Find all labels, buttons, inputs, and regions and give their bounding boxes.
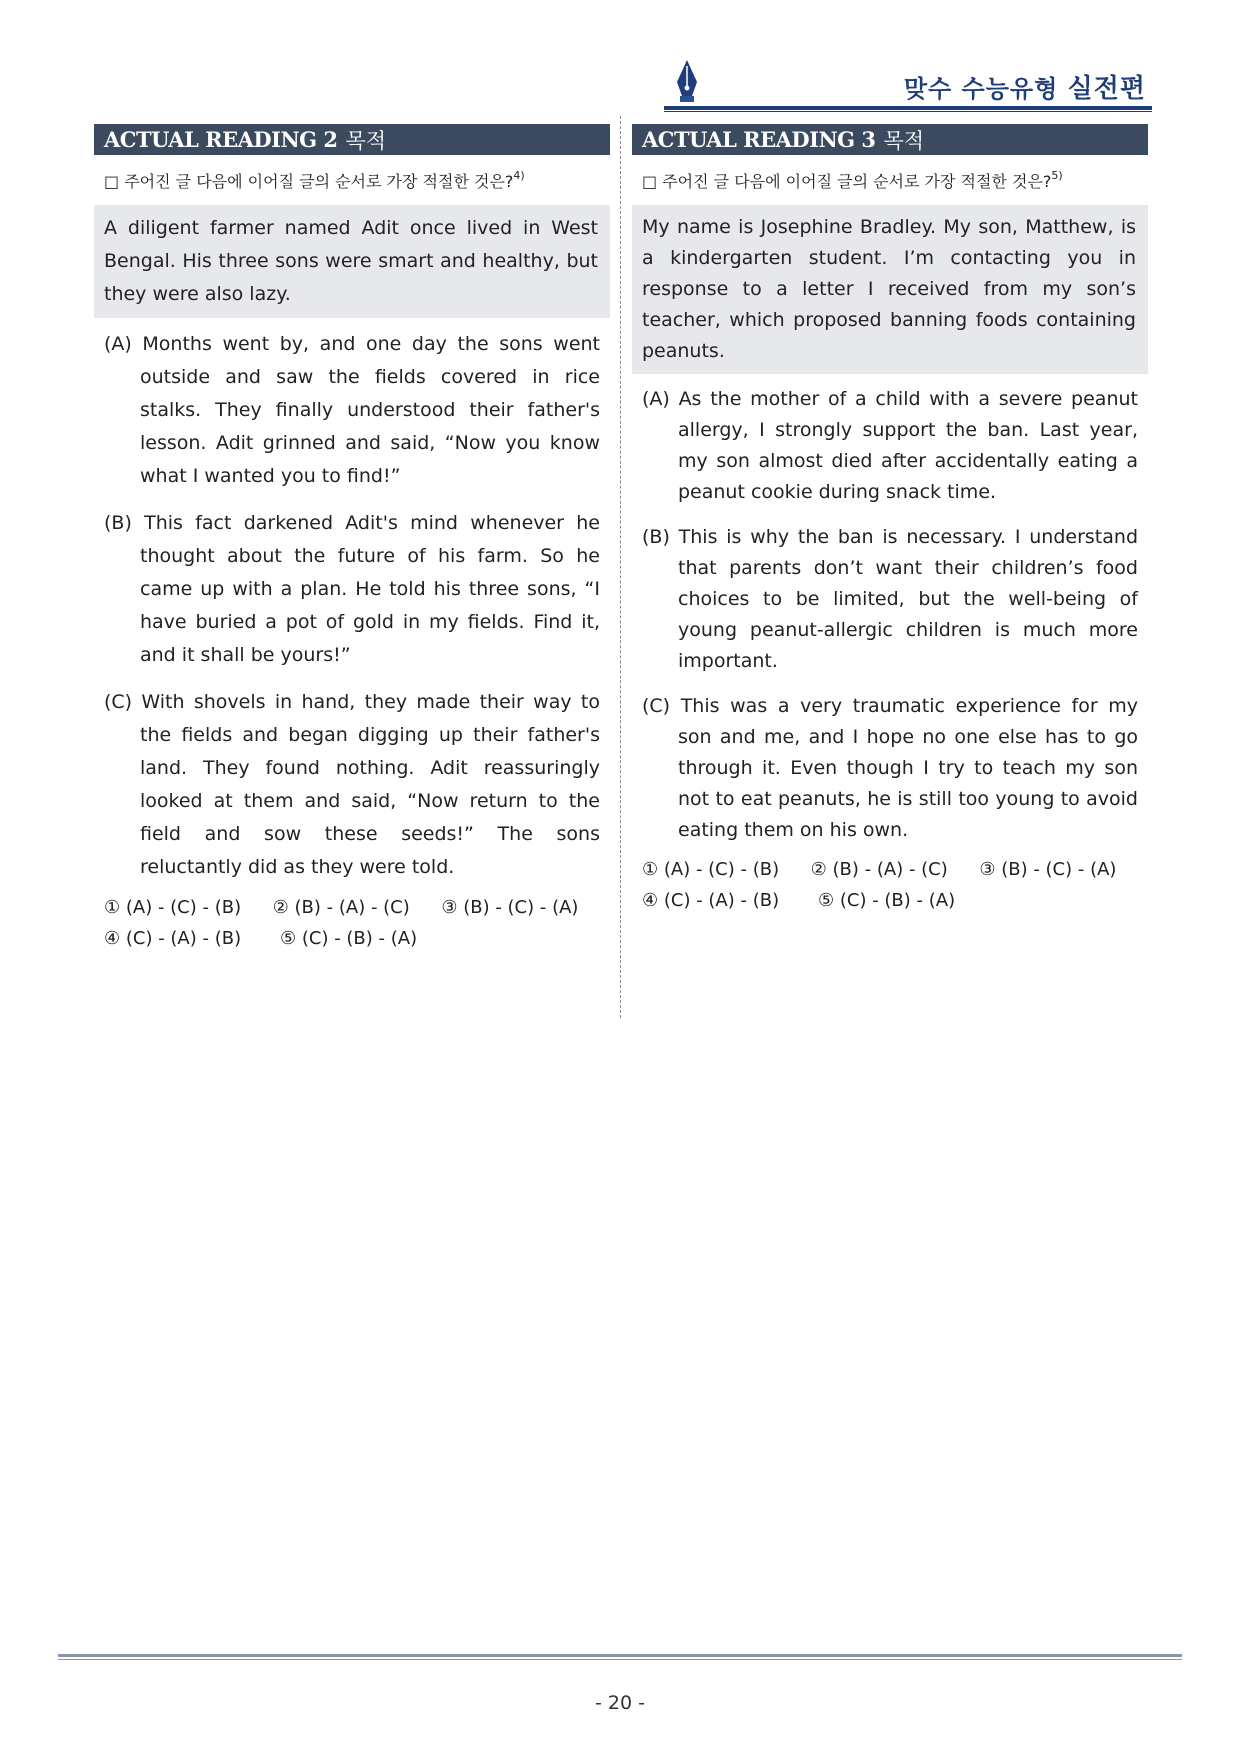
reading-3-paragraph-a: (A) As the mother of a child with a severe peanut allergy, I strongly support the ban. Last year, my son almost died after accidentally eating a peanut cookie during snack time. <box>642 388 1138 503</box>
reading-3-question <box>632 169 1148 195</box>
fountain-pen-icon <box>672 58 702 106</box>
reading-3-category: 목적 <box>883 128 925 153</box>
reading-2-title-bar <box>94 124 610 155</box>
reading-2-option-3[interactable]: ③ (B) - (C) - (A) <box>441 897 579 918</box>
reading-2-category: 목적 <box>345 128 387 153</box>
series-title-normal: 맞수 수능유형 <box>903 75 1059 103</box>
reading-2-option-5[interactable]: ⑤ (C) - (B) - (A) <box>280 928 418 949</box>
reading-3-paragraph-b: (B) This is why the ban is necessary. I understand that parents don’t want their children’s food choices to be limited, but the well-being of young peanut-allergic children is much more important. <box>642 526 1138 672</box>
reading-3-question-note: 5) <box>1051 169 1063 182</box>
header-rule <box>664 106 1152 110</box>
reading-2-option-1[interactable]: ① (A) - (C) - (B) <box>104 897 242 918</box>
reading-3-section <box>632 124 1148 916</box>
reading-3-title-bar <box>632 124 1148 155</box>
reading-3-question-text: □ 주어진 글 다음에 이어질 글의 순서로 가장 적절한 것은? <box>642 172 1052 191</box>
reading-2-question-text: □ 주어진 글 다음에 이어질 글의 순서로 가장 적절한 것은? <box>104 172 514 191</box>
footer-rule <box>58 1654 1182 1657</box>
header-rule-thin <box>664 111 1152 112</box>
reading-2-options <box>94 892 610 954</box>
page-header <box>664 54 1152 112</box>
column-divider <box>620 116 621 1018</box>
reading-2-title: ACTUAL READING 2 <box>104 127 338 152</box>
footer-rule-thin <box>58 1659 1182 1660</box>
reading-2-paragraph-b: (B) This fact darkened Adit's mind whenever he thought about the future of his farm. So he came up with a plan. He told his three sons, “I have buried a pot of gold in my fields. Find it, and it shall be yours!” <box>104 512 600 666</box>
reading-3-option-5[interactable]: ⑤ (C) - (B) - (A) <box>818 890 956 911</box>
reading-3-option-3[interactable]: ③ (B) - (C) - (A) <box>979 859 1117 880</box>
series-title <box>904 68 1146 105</box>
reading-3-option-2[interactable]: ② (B) - (A) - (C) <box>810 859 948 880</box>
reading-2-option-2[interactable]: ② (B) - (A) - (C) <box>272 897 410 918</box>
reading-2-intro: A diligent farmer named Adit once lived in West Bengal. His three sons were smart and healthy, but they were also lazy. <box>94 205 610 318</box>
reading-2-option-4[interactable]: ④ (C) - (A) - (B) <box>104 928 242 949</box>
reading-3-intro: My name is Josephine Bradley. My son, Matthew, is a kindergarten student. I’m contacting you in response to a letter I received from my son’s teacher, which proposed banning foods containing peanuts. <box>632 205 1148 374</box>
reading-3-options <box>632 854 1148 916</box>
reading-2-paragraph-c: (C) With shovels in hand, they made their way to the fields and began digging up their father's land. They found nothing. Adit reassuringly looked at them and said, “Now return to the field and sow these seeds!” The sons reluctantly did as they were told. <box>104 691 600 878</box>
reading-2-section <box>94 124 610 954</box>
reading-3-title: ACTUAL READING 3 <box>642 127 876 152</box>
reading-2-paragraph-a: (A) Months went by, and one day the sons went outside and saw the fields covered in rice stalks. They finally understood their father's lesson. Adit grinned and said, “Now you know what I wanted you to find!” <box>104 333 600 487</box>
reading-3-option-1[interactable]: ① (A) - (C) - (B) <box>642 859 780 880</box>
reading-2-question-note: 4) <box>513 169 525 182</box>
page-number: - 20 - <box>595 1692 645 1714</box>
series-title-strong: 실전편 <box>1067 74 1146 104</box>
reading-3-paragraph-c: (C) This was a very traumatic experience for my son and me, and I hope no one else has to go through it. Even though I try to teach my son not to eat peanuts, he is still too young to avoid eating them on his own. <box>642 695 1138 841</box>
reading-3-option-4[interactable]: ④ (C) - (A) - (B) <box>642 890 780 911</box>
reading-2-question <box>94 169 610 195</box>
